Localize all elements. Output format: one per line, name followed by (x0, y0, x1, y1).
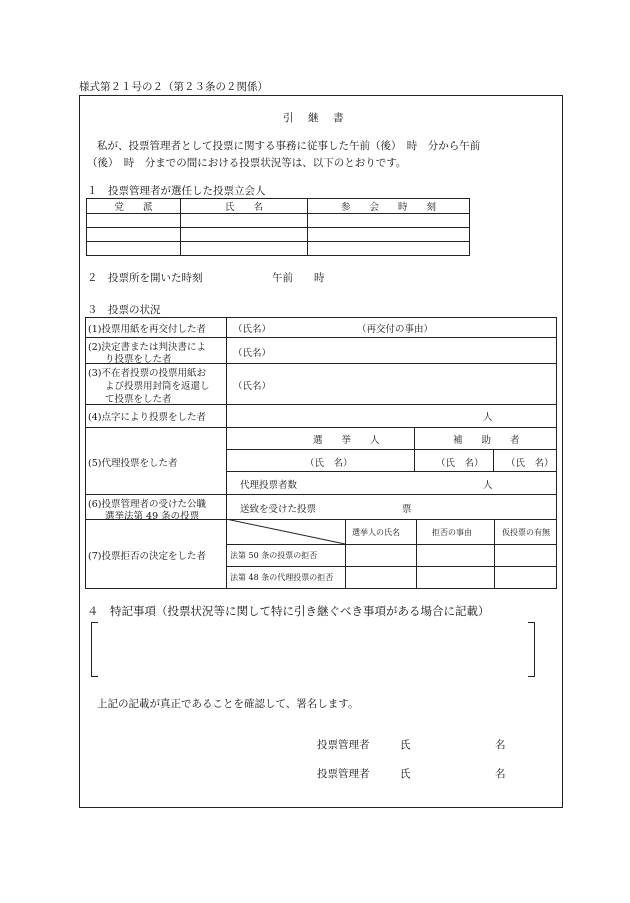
section-2-heading: ２ 投票所を開いた時刻 (87, 272, 203, 284)
time-cell[interactable] (308, 228, 470, 242)
col-attend-time: 参 会 時 刻 (308, 199, 470, 214)
row5-elector-name: （氏 名） (305, 458, 353, 469)
row3-name: （氏名） (233, 381, 272, 392)
row3-label-1: (3)不在者投票の投票用紙お (88, 368, 206, 379)
party-cell[interactable] (87, 228, 181, 242)
intro-line-1: 私が、投票管理者として投票に関する事務に従事した午前（後） 時 分から午前 (97, 140, 481, 152)
signature-mei: 名 (495, 739, 506, 751)
party-cell[interactable] (87, 242, 181, 256)
row5-helper-name-2: （氏 名） (506, 458, 554, 469)
row3-label-3: て投票をした者 (105, 394, 172, 405)
table-row (87, 214, 470, 228)
name-cell[interactable] (181, 242, 308, 256)
row2-label-2: り投票をした者 (105, 354, 172, 365)
row7-col-reason: 拒否の事由 (432, 528, 472, 537)
signature-shi: 氏 (400, 768, 411, 780)
section-3-heading: ３ 投票の状況 (87, 304, 161, 316)
row7-label: (7)投票拒否の決定をした者 (88, 551, 206, 562)
row2-label-1: (2)決定書または判決書によ (88, 342, 206, 353)
row3-label-2: よび投票用封筒を返還し (105, 381, 210, 392)
open-time-value: 午前 時 (272, 272, 325, 284)
row4-label: (4)点字により投票をした者 (88, 412, 206, 423)
row6-unit: 票 (402, 504, 412, 515)
time-cell[interactable] (308, 214, 470, 228)
time-cell[interactable] (308, 242, 470, 256)
witness-table (86, 198, 470, 256)
row5-count-unit: 人 (483, 480, 493, 491)
row5-label: (5)代理投票をした者 (88, 458, 178, 469)
table-row (87, 228, 470, 242)
row5-helper-name-1: （氏 名） (436, 458, 484, 469)
diagonal-line (226, 519, 346, 545)
row1-name: （氏名） (233, 324, 272, 335)
form-reference: 様式第２１号の２（第２３条の２関係） (79, 81, 268, 93)
row2-name: （氏名） (233, 348, 272, 359)
row4-unit: 人 (483, 412, 493, 423)
row7-art48: 法第 48 条の代理投票の拒否 (230, 573, 334, 582)
confirmation-text: 上記の記載が真正であることを確認して、署名します。 (97, 698, 359, 710)
table-row (87, 242, 470, 256)
row7-art50: 法第 50 条の投票の拒否 (230, 551, 318, 560)
row7-col-elector: 選挙人の氏名 (352, 528, 400, 537)
row6-label-2: 選挙法第 49 条の投票 (105, 511, 200, 522)
row1-label: (1)投票用紙を再交付した者 (88, 324, 206, 335)
party-cell[interactable] (87, 214, 181, 228)
signature-mei: 名 (495, 768, 506, 780)
document-title: 引 継 書 (283, 112, 346, 124)
row5-count-label: 代理投票者数 (240, 480, 298, 491)
row5-elector-header: 選 挙 人 (313, 435, 380, 446)
signature-role: 投票管理者 (317, 739, 370, 751)
row5-helper-header: 補 助 者 (453, 435, 520, 446)
row1-reason: （再交付の事由） (357, 324, 434, 335)
name-cell[interactable] (181, 228, 308, 242)
row6-received: 送致を受けた投票 (240, 504, 317, 515)
col-party: 党 派 (87, 199, 181, 214)
row6-label-1: (6)投票管理者の受けた公職 (88, 499, 206, 510)
name-cell[interactable] (181, 214, 308, 228)
intro-line-2: （後） 時 分までの間における投票状況等は、以下のとおりです。 (87, 157, 407, 169)
row7-col-provisional: 仮投票の有無 (502, 528, 550, 537)
signature-shi: 氏 (400, 739, 411, 751)
signature-role: 投票管理者 (317, 768, 370, 780)
section-4-heading: ４ 特記事項（投票状況等に関して特に引き継ぐべき事項がある場合に記載） (87, 604, 490, 618)
col-name: 氏 名 (181, 199, 308, 214)
section-1-heading: １ 投票管理者が選任した投票立会人 (87, 185, 266, 197)
